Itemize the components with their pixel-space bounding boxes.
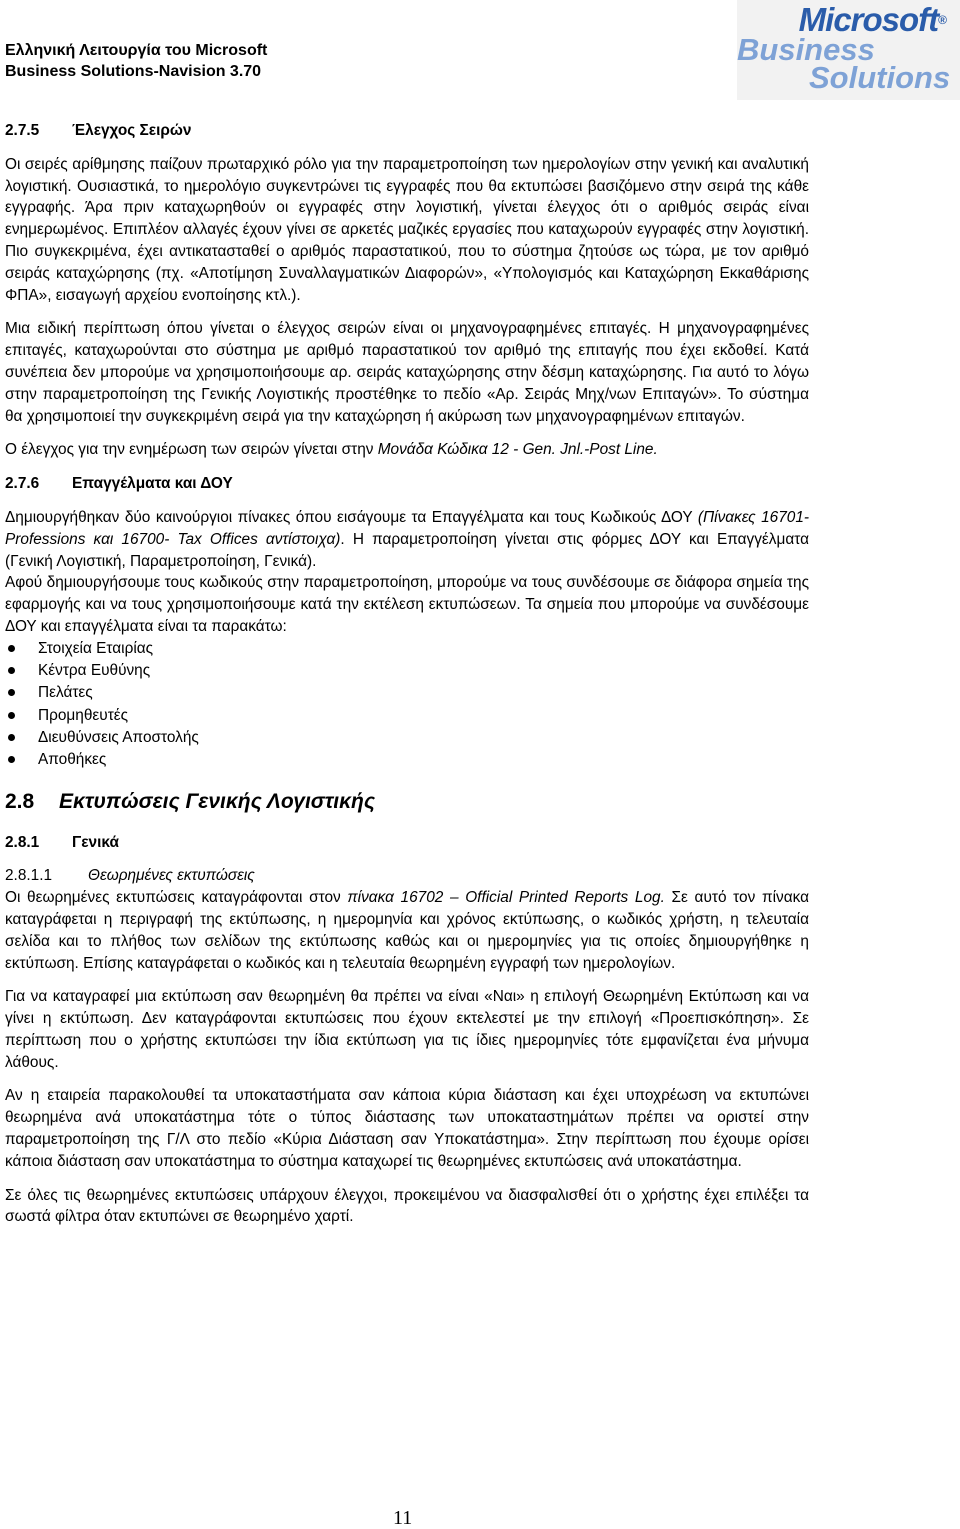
list-item: Προμηθευτές: [5, 705, 809, 727]
table-reference: πίνακα 16702 – Official Printed Reports Log.: [347, 889, 665, 907]
tables-reference: (Πίνακες 16701- Professions και 16700- Tax Offices αντίστοιχα): [5, 508, 809, 548]
section-2-7-6-heading: [5, 473, 809, 495]
code-unit-reference: Μονάδα Κώδικα 12 - Gen. Jnl.-Post Line.: [377, 441, 658, 459]
bullet-icon: [8, 756, 15, 763]
logo-microsoft-word: Microsoft®: [798, 1, 946, 38]
section-number: 2.8: [5, 789, 35, 813]
document-body: [5, 120, 809, 1228]
section-number: 2.7.5: [5, 122, 40, 139]
section-title: Γενικά: [72, 833, 119, 851]
section-2-7-5-heading: [5, 120, 809, 142]
paragraph: Δημιουργήθηκαν δύο καινούργιοι πίνακες όπου εισάγουμε τα Επαγγέλματα και τους Κωδικούς ΔΟΥ (Πίνακες 16701- Professions και 16700- Tax Offices αντίστοιχα). Η παραμετροποίηση γίνεται στις φόρμες ΔΟΥ και Επαγγέλματα (Γενική Λογιστική, Παραμετροποίηση, Γενικά).: [5, 508, 809, 570]
list-item: Στοιχεία Εταιρίας: [5, 638, 809, 660]
microsoft-business-solutions-logo: [737, 0, 960, 100]
bullet-icon: [8, 667, 15, 674]
bullet-icon: [8, 734, 15, 741]
section-number: 2.7.6: [5, 475, 40, 493]
page-number: 11: [393, 1507, 413, 1529]
bullet-list: [5, 638, 809, 772]
logo-business-word: Business: [737, 32, 875, 67]
list-item: Πελάτες: [5, 682, 809, 704]
section-title: Έλεγχος Σειρών: [72, 122, 192, 139]
page-header: [0, 0, 960, 112]
section-title: Επαγγέλματα και ΔΟΥ: [72, 475, 233, 493]
list-item: Αποθήκες: [5, 749, 809, 771]
section-title: Εκτυπώσεις Γενικής Λογιστικής: [59, 789, 376, 813]
paragraph: Οι σειρές αρίθμησης παίζουν πρωταρχικό ρόλο για την παραμετροποίηση των ημερολογίων στην γενική και αναλυτική λογιστική. Ουσιαστικά, το ημερολόγιο συγκεντρώνει τις εγγραφές που θα εκτυπώσει βασιζόμενο στην σειρά της κάθε εγγραφής. Άρα πριν καταχωρηθούν οι εγγραφές στην λογιστική, γίνεται έλεγχος ότι ο αριθμός σειράς είναι ενημερωμένος. Επιπλέον αλλαγές έχουν γίνει σε αρκετές μαζικές εργασίες που καταχωρούν εγγραφές στην λογιστική. Πιο συγκεκριμένα, έχει αντικατασταθεί ο αριθμός παραστατικού, που το σύστημα ζητούσε ως τώρα, με τον αριθμό σειράς καταχώρησης (πχ. «Αποτίμηση Συναλλαγματικών Διαφορών», «Υπολογισμός και Καταχώρηση Εκκαθάρισης ΦΠΑ», εισαγωγή αρχείου ενοποίησης κτλ.).: [5, 155, 809, 304]
paragraph: Οι θεωρημένες εκτυπώσεις καταγράφονται στον πίνακα 16702 – Official Printed Reports Log. Σε αυτό τον πίνακα καταγράφεται η περιγραφή της εκτύπωσης, η ημερομηνία και χρόνος εκτύπωσης, ο κωδικός χρήστη, η τελευταία σελίδα και το πλήθος των σελίδων της εκτύπωσης καθώς και οι ημερομηνίες για τις οποίες δημιουργήθηκε η εκτύπωση. Επίσης καταγράφεται ο κωδικός και η τελευταία θεωρημένη εγγραφή των ημερολογίων.: [5, 889, 809, 972]
paragraph: Αφού δημιουργήσουμε τους κωδικούς στην παραμετροποίηση, μπορούμε να τους συνδέσουμε σε διάφορα σημεία της εφαρμογής και να τους χρησιμοποιήσουμε κατά την εκτέλεση εκτυπώσεων. Τα σημεία που μπορούμε να συνδέσουμε ΔΟΥ και επαγγέλματα είναι τα παρακάτω:: [5, 574, 809, 635]
paragraph: Σε όλες τις θεωρημένες εκτυπώσεις υπάρχουν έλεγχοι, προκειμένου να διασφαλισθεί ότι ο χρήστης έχει επιλέξει τα σωστά φίλτρα όταν εκτυπώνει σε θεωρημένο χαρτί.: [5, 1186, 809, 1226]
header-title-line2: Business Solutions-Navision 3.70: [5, 63, 262, 80]
list-item: Διευθύνσεις Αποστολής: [5, 727, 809, 749]
header-title-line1: Ελληνική Λειτουργία του Microsoft: [5, 42, 268, 59]
section-2-8-1-1-heading: [5, 865, 809, 887]
logo-solutions-word: Solutions: [809, 60, 951, 95]
paragraph: Για να καταγραφεί μια εκτύπωση σαν θεωρημένη θα πρέπει να είναι «Ναι» η επιλογή Θεωρημένη Εκτύπωση και να γίνει η εκτύπωση. Δεν καταγράφονται εκτυπώσεις που έχουν εκτελεστεί με την επιλογή «Προεπισκόπηση». Σε περίπτωση που ο χρήστης εκτυπώσει την ίδια εκτύπωση για τις ίδιες ημερομηνίες τότε εμφανίζεται ένα μήνυμα λάθους.: [5, 988, 809, 1071]
document-header-title: [5, 40, 267, 82]
section-title: Θεωρημένες εκτυπώσεις: [88, 867, 255, 885]
paragraph: Αν η εταιρεία παρακολουθεί τα υποκαταστήματα σαν κάποια κύρια διάσταση και έχει υποχρέωση να εκτυπώνει θεωρημένα ανά υποκατάστημα τότε ο τύπος διάστασης των υποκαταστημάτων πρέπει να οριστεί στην παραμετροποίηση της Γ/Λ στο πεδίο «Κύρια Διάσταση σαν Υποκατάστημα». Στην περίπτωση που έχουμε ορίσει κάποια διάσταση σαν υποκατάστημα το σύστημα καταχωρεί τις θεωρημένες εκτυπώσεις ανά υποκατάστημα.: [5, 1087, 809, 1170]
section-number: 2.8.1.1: [5, 867, 53, 885]
paragraph: Ο έλεγχος για την ενημέρωση των σειρών γίνεται στην Μονάδα Κώδικα 12 - Gen. Jnl.-Post Line.: [5, 441, 658, 459]
section-2-8-1-heading: [5, 832, 809, 854]
bullet-icon: [8, 689, 15, 696]
bullet-icon: [8, 712, 15, 719]
paragraph: Μια ειδική περίπτωση όπου γίνεται ο έλεγχος σειρών είναι οι μηχανογραφημένες επιταγές. Η μηχανογραφημένες επιταγές, καταχωρούνται στο σύστημα με αριθμό παραστατικού τον αριθμό της επιταγής που έχει εκδοθεί. Κατά συνέπεια δεν μπορούμε να χρησιμοποιήσουμε αρ. σειράς καταχώρησης στην δέσμη καταχώρησης. Για αυτό το λόγω στην παραμετροποίηση της Γενικής Λογιστικής προστέθηκε το πεδίο «Αρ. Σειράς Μηχ/νων Επιταγών». Το σύστημα θα χρησιμοποιεί την συγκεκριμένη σειρά για την καταχώρηση ή ακύρωση των μηχανογραφημένων επιταγών.: [5, 320, 809, 425]
section-number: 2.8.1: [5, 833, 40, 851]
bullet-icon: [8, 645, 15, 652]
list-item: Κέντρα Ευθύνης: [5, 660, 809, 682]
section-2-8-heading: [5, 788, 809, 816]
